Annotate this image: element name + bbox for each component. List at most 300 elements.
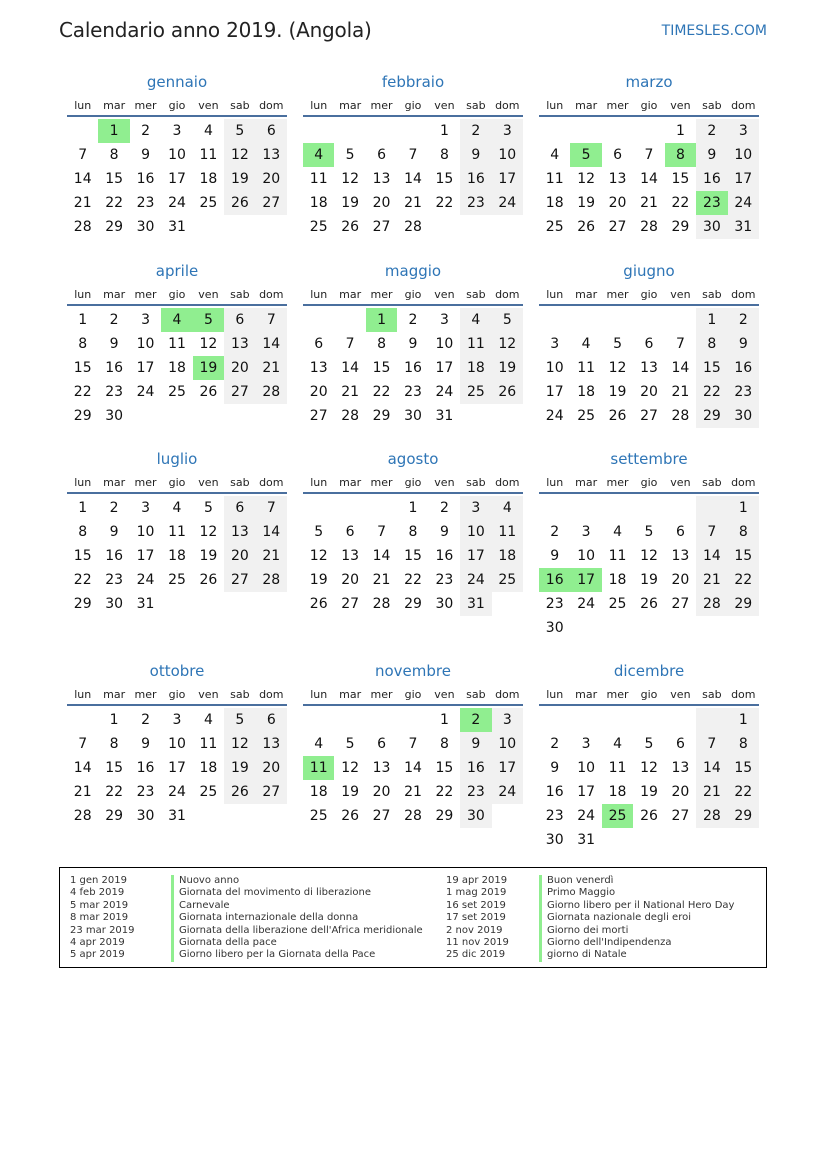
day-cell: 21 [372, 572, 391, 588]
day-cell: 31 [136, 596, 155, 612]
days-grid [539, 308, 759, 428]
month-febbraio [303, 72, 523, 261]
day-cell: 13 [608, 171, 627, 187]
empty-cell [696, 708, 727, 732]
empty-cell [67, 119, 98, 143]
day-cell: 24 [577, 596, 596, 612]
legend-date: 5 mar 2019 [70, 899, 129, 911]
day-cell: 19 [608, 384, 627, 400]
empty-cell [633, 119, 664, 143]
day-cell: 12 [640, 548, 658, 564]
day-cell: 29 [73, 596, 92, 612]
weekday-label: lun [546, 99, 564, 112]
month-giugno [539, 261, 759, 449]
weekday-label: lun [310, 99, 328, 112]
weekday-label: lun [546, 476, 564, 489]
day-cell: 14 [341, 360, 360, 376]
day-cell: 6 [675, 524, 685, 540]
day-cell: 28 [256, 568, 287, 592]
day-cell: 11 [492, 520, 523, 544]
holiday-day-cell: 5 [193, 308, 224, 332]
legend-holiday-name: Giorno libero per il National Hero Day [547, 899, 735, 911]
day-cell: 8 [439, 736, 449, 752]
weekday-label: lun [74, 99, 92, 112]
day-cell: 28 [404, 219, 422, 235]
day-cell: 25 [309, 219, 328, 235]
day-cell: 16 [696, 167, 727, 191]
day-cell: 4 [172, 500, 182, 516]
day-cell: 17 [435, 360, 454, 376]
weekday-label: gio [640, 476, 658, 489]
day-cell: 31 [168, 219, 186, 235]
day-cell: 9 [109, 524, 119, 540]
page-title: Calendario anno 2019. (Angola) [59, 18, 372, 42]
day-cell: 25 [577, 408, 596, 424]
day-cell: 4 [550, 147, 560, 163]
weekday-label: sab [466, 476, 486, 489]
day-cell: 19 [341, 784, 360, 800]
day-cell: 17 [460, 544, 491, 568]
day-cell: 22 [73, 572, 92, 588]
day-cell: 9 [141, 147, 151, 163]
empty-cell [539, 119, 570, 143]
day-cell: 20 [671, 784, 690, 800]
day-cell: 8 [408, 524, 418, 540]
empty-cell [334, 119, 365, 143]
day-cell: 29 [404, 596, 422, 612]
day-cell: 17 [168, 171, 186, 187]
day-cell: 26 [341, 219, 360, 235]
day-cell: 17 [492, 167, 523, 191]
day-cell: 5 [224, 119, 255, 143]
day-cell: 3 [141, 500, 151, 516]
day-cell: 25 [168, 384, 186, 400]
weekday-label: ven [198, 476, 219, 489]
weekday-label: gio [404, 688, 422, 701]
day-cell: 14 [696, 544, 727, 568]
holiday-day-cell: 8 [665, 143, 696, 167]
day-cell: 7 [78, 736, 88, 752]
day-cell: 1 [675, 123, 685, 139]
weekday-label: gio [640, 288, 658, 301]
weekday-label: mer [134, 99, 157, 112]
month-aprile [67, 261, 287, 449]
weekday-label: mar [575, 99, 598, 112]
day-cell: 11 [608, 548, 627, 564]
weekday-label: mar [339, 688, 362, 701]
day-cell: 25 [309, 808, 328, 824]
days-grid [303, 119, 523, 239]
day-cell: 26 [199, 572, 218, 588]
day-cell: 24 [460, 568, 491, 592]
day-cell: 10 [545, 360, 564, 376]
day-cell: 24 [435, 384, 454, 400]
day-cell: 23 [105, 572, 124, 588]
weekday-label: mer [606, 99, 629, 112]
day-cell: 29 [728, 804, 759, 828]
weekday-label: dom [731, 688, 756, 701]
day-cell: 3 [492, 119, 523, 143]
month-name: agosto [387, 450, 439, 468]
day-cell: 30 [696, 215, 727, 239]
day-cell: 12 [224, 732, 255, 756]
day-cell: 17 [728, 167, 759, 191]
weekday-label: dom [259, 476, 284, 489]
day-cell: 31 [168, 808, 186, 824]
days-grid [303, 708, 523, 828]
day-cell: 15 [435, 171, 454, 187]
legend-holiday-name: Giornata nazionale degli eroi [547, 912, 691, 924]
day-cell: 12 [199, 524, 218, 540]
day-cell: 26 [224, 191, 255, 215]
day-cell: 8 [696, 332, 727, 356]
legend-color-marker [171, 875, 174, 962]
day-cell: 27 [224, 380, 255, 404]
day-cell: 2 [439, 500, 449, 516]
month-settembre [539, 449, 759, 661]
day-cell: 11 [199, 147, 218, 163]
day-cell: 12 [199, 336, 218, 352]
day-cell: 19 [224, 167, 255, 191]
day-cell: 26 [608, 408, 627, 424]
empty-cell [602, 496, 633, 520]
day-cell: 9 [696, 143, 727, 167]
weekday-label: mer [134, 288, 157, 301]
day-cell: 26 [577, 219, 596, 235]
day-cell: 20 [224, 356, 255, 380]
day-cell: 20 [341, 572, 360, 588]
day-cell: 5 [203, 500, 213, 516]
day-cell: 3 [439, 312, 449, 328]
day-cell: 31 [728, 215, 759, 239]
weekday-label: mer [606, 688, 629, 701]
holiday-day-cell: 16 [539, 568, 570, 592]
weekday-label: ven [670, 476, 691, 489]
day-cell: 18 [492, 544, 523, 568]
day-cell: 4 [581, 336, 591, 352]
day-cell: 4 [460, 308, 491, 332]
day-cell: 19 [224, 756, 255, 780]
weekday-label: lun [74, 476, 92, 489]
day-cell: 19 [640, 572, 658, 588]
days-grid [67, 708, 287, 828]
day-cell: 27 [608, 219, 627, 235]
empty-cell [397, 119, 428, 143]
day-cell: 6 [675, 736, 685, 752]
day-cell: 14 [73, 171, 92, 187]
day-cell: 12 [640, 760, 658, 776]
month-marzo [539, 72, 759, 261]
day-cell: 30 [728, 404, 759, 428]
day-cell: 25 [199, 784, 218, 800]
empty-cell [539, 708, 570, 732]
day-cell: 5 [314, 524, 324, 540]
day-cell: 22 [728, 780, 759, 804]
day-cell: 6 [256, 708, 287, 732]
day-cell: 30 [105, 408, 124, 424]
day-cell: 16 [105, 360, 124, 376]
day-cell: 14 [404, 760, 422, 776]
day-cell: 24 [136, 384, 155, 400]
weekday-label: mer [606, 476, 629, 489]
weekday-label: mer [370, 99, 393, 112]
day-cell: 22 [105, 784, 124, 800]
empty-cell [366, 708, 397, 732]
day-cell: 3 [460, 496, 491, 520]
weekday-label: sab [230, 99, 250, 112]
day-cell: 19 [199, 548, 218, 564]
day-cell: 23 [404, 384, 422, 400]
day-cell: 28 [671, 408, 690, 424]
day-cell: 8 [728, 520, 759, 544]
day-cell: 10 [492, 143, 523, 167]
day-cell: 15 [73, 548, 92, 564]
holiday-day-cell: 2 [460, 708, 491, 732]
weekday-label: dom [495, 288, 520, 301]
day-cell: 25 [460, 380, 491, 404]
holiday-day-cell: 1 [366, 308, 397, 332]
legend-holiday-name: Giornata della liberazione dell'Africa meridionale [179, 924, 423, 936]
holiday-legend [59, 867, 767, 968]
day-cell: 28 [73, 808, 92, 824]
weekday-label: sab [230, 476, 250, 489]
day-cell: 10 [492, 732, 523, 756]
weekday-label: dom [259, 288, 284, 301]
day-cell: 8 [377, 336, 387, 352]
legend-holiday-name: Giornata della pace [179, 936, 277, 948]
day-cell: 30 [404, 408, 422, 424]
weekday-label: dom [495, 99, 520, 112]
day-cell: 26 [199, 384, 218, 400]
day-cell: 12 [341, 760, 360, 776]
empty-cell [397, 708, 428, 732]
days-grid [303, 496, 523, 616]
day-cell: 8 [109, 736, 119, 752]
day-cell: 17 [136, 548, 155, 564]
weekday-label: mar [575, 476, 598, 489]
empty-cell [665, 708, 696, 732]
day-cell: 11 [168, 524, 186, 540]
weekday-label: dom [731, 288, 756, 301]
day-cell: 10 [728, 143, 759, 167]
day-cell: 7 [256, 496, 287, 520]
day-cell: 26 [492, 380, 523, 404]
day-cell: 28 [404, 808, 422, 824]
day-cell: 24 [168, 195, 186, 211]
day-cell: 2 [408, 312, 418, 328]
day-cell: 20 [372, 784, 391, 800]
day-cell: 19 [640, 784, 658, 800]
month-name: marzo [625, 73, 673, 91]
day-cell: 9 [439, 524, 449, 540]
legend-holiday-name: Giornata internazionale della donna [179, 912, 359, 924]
weekday-header [303, 474, 523, 494]
legend-date: 23 mar 2019 [70, 924, 135, 936]
brand-link[interactable]: TIMESLES.COM [661, 23, 767, 39]
days-grid [539, 496, 759, 640]
day-cell: 5 [644, 524, 654, 540]
day-cell: 27 [372, 219, 391, 235]
weekday-header [67, 97, 287, 117]
weekday-header [539, 474, 759, 494]
empty-cell [334, 708, 365, 732]
weekday-header [67, 286, 287, 306]
month-name: aprile [155, 262, 199, 280]
weekday-label: ven [670, 99, 691, 112]
weekday-label: mer [370, 688, 393, 701]
day-cell: 24 [545, 408, 564, 424]
day-cell: 25 [608, 596, 627, 612]
day-cell: 1 [728, 708, 759, 732]
day-cell: 29 [105, 808, 124, 824]
day-cell: 10 [136, 336, 155, 352]
weekday-label: ven [198, 688, 219, 701]
weekday-header [67, 474, 287, 494]
day-cell: 16 [460, 756, 491, 780]
day-cell: 5 [644, 736, 654, 752]
legend-holiday-name: Buon venerdì [547, 875, 614, 886]
weekday-label: ven [434, 476, 455, 489]
holiday-day-cell: 4 [161, 308, 192, 332]
day-cell: 18 [199, 760, 218, 776]
weekday-label: mer [370, 476, 393, 489]
weekday-label: ven [198, 99, 219, 112]
day-cell: 17 [136, 360, 155, 376]
empty-cell [696, 496, 727, 520]
day-cell: 3 [172, 123, 182, 139]
day-cell: 13 [671, 548, 690, 564]
day-cell: 7 [408, 147, 418, 163]
empty-cell [633, 308, 664, 332]
empty-cell [602, 308, 633, 332]
weekday-label: gio [168, 99, 186, 112]
day-cell: 29 [728, 592, 759, 616]
day-cell: 16 [435, 548, 454, 564]
day-cell: 16 [545, 784, 564, 800]
day-cell: 13 [309, 360, 328, 376]
day-cell: 28 [73, 219, 92, 235]
day-cell: 14 [73, 760, 92, 776]
day-cell: 29 [671, 219, 690, 235]
day-cell: 3 [728, 119, 759, 143]
day-cell: 1 [696, 308, 727, 332]
holiday-day-cell: 19 [193, 356, 224, 380]
days-grid [67, 496, 287, 616]
day-cell: 7 [256, 308, 287, 332]
legend-color-marker [539, 875, 542, 962]
weekday-label: sab [230, 688, 250, 701]
day-cell: 8 [109, 147, 119, 163]
day-cell: 22 [728, 568, 759, 592]
day-cell: 23 [460, 780, 491, 804]
day-cell: 17 [545, 384, 564, 400]
day-cell: 30 [435, 596, 454, 612]
day-cell: 14 [696, 756, 727, 780]
month-dicembre [539, 661, 759, 869]
weekday-header [67, 686, 287, 706]
empty-cell [366, 119, 397, 143]
day-cell: 13 [256, 143, 287, 167]
weekday-label: lun [546, 288, 564, 301]
day-cell: 22 [105, 195, 124, 211]
day-cell: 1 [78, 500, 88, 516]
day-cell: 25 [199, 195, 218, 211]
day-cell: 21 [73, 784, 92, 800]
weekday-label: sab [466, 688, 486, 701]
day-cell: 16 [460, 167, 491, 191]
day-cell: 4 [613, 524, 623, 540]
weekday-label: mar [575, 688, 598, 701]
day-cell: 9 [408, 336, 418, 352]
weekday-label: lun [310, 288, 328, 301]
empty-cell [633, 496, 664, 520]
weekday-label: sab [702, 99, 722, 112]
month-name: dicembre [613, 662, 685, 680]
day-cell: 18 [608, 572, 627, 588]
day-cell: 17 [577, 784, 596, 800]
legend-holiday-name: Giorno libero per la Giornata della Pace [179, 949, 376, 961]
day-cell: 15 [404, 548, 422, 564]
day-cell: 25 [492, 568, 523, 592]
day-cell: 6 [256, 119, 287, 143]
weekday-label: dom [259, 99, 284, 112]
day-cell: 11 [608, 760, 627, 776]
day-cell: 19 [492, 356, 523, 380]
empty-cell [539, 308, 570, 332]
day-cell: 27 [640, 408, 658, 424]
weekday-label: gio [640, 688, 658, 701]
day-cell: 11 [460, 332, 491, 356]
day-cell: 19 [577, 195, 596, 211]
day-cell: 27 [341, 596, 360, 612]
month-gennaio [67, 72, 287, 261]
day-cell: 5 [224, 708, 255, 732]
day-cell: 2 [460, 119, 491, 143]
empty-cell [366, 496, 397, 520]
day-cell: 7 [78, 147, 88, 163]
day-cell: 6 [644, 336, 654, 352]
day-cell: 18 [608, 784, 627, 800]
day-cell: 2 [141, 712, 151, 728]
day-cell: 26 [341, 808, 360, 824]
holiday-day-cell: 4 [303, 143, 334, 167]
weekday-label: sab [702, 688, 722, 701]
weekday-header [303, 97, 523, 117]
day-cell: 14 [372, 548, 391, 564]
day-cell: 27 [256, 191, 287, 215]
day-cell: 20 [640, 384, 658, 400]
weekday-label: mar [339, 99, 362, 112]
day-cell: 7 [377, 524, 387, 540]
weekday-header [303, 286, 523, 306]
empty-cell [633, 708, 664, 732]
holiday-day-cell: 17 [570, 568, 601, 592]
days-grid [67, 119, 287, 239]
weekday-label: gio [168, 688, 186, 701]
days-grid [539, 119, 759, 239]
day-cell: 30 [105, 596, 124, 612]
weekday-label: mer [134, 688, 157, 701]
days-grid [67, 308, 287, 428]
day-cell: 24 [492, 780, 523, 804]
empty-cell [303, 308, 334, 332]
legend-date: 5 apr 2019 [70, 949, 125, 961]
day-cell: 24 [492, 191, 523, 215]
day-cell: 11 [168, 336, 186, 352]
day-cell: 23 [728, 380, 759, 404]
weekday-label: ven [198, 288, 219, 301]
empty-cell [539, 496, 570, 520]
